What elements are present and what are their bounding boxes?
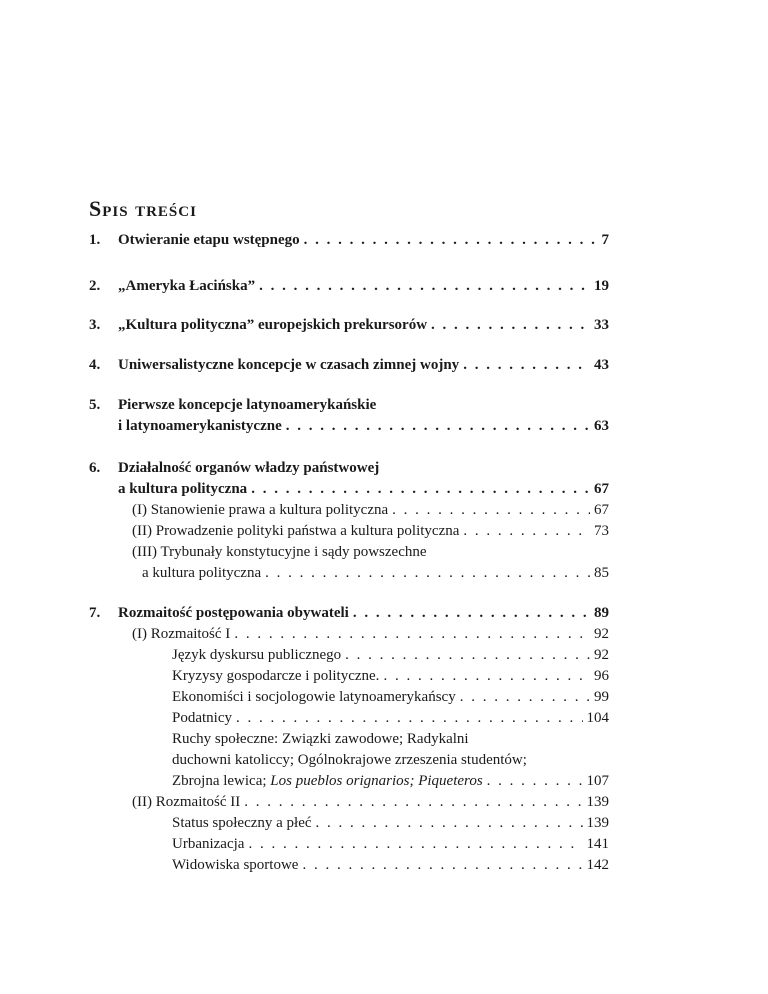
subentry-title-line2: duchowni katoliccy; Ogólnokrajowe zrzeszenia studentów; <box>172 752 527 768</box>
chapter-title-line1: Pierwsze koncepcje latynoamerykańskie <box>118 397 377 413</box>
chapter-title: „Kultura polityczna” europejskich prekursorów <box>118 317 428 333</box>
page-number: 99 <box>594 689 609 705</box>
chapter-number: 5. <box>89 397 101 413</box>
toc-subentry[interactable] <box>89 502 609 522</box>
page-number: 85 <box>594 565 609 581</box>
subentry-title: (I) Rozmaitość I <box>132 626 231 642</box>
page-number: 43 <box>594 357 609 373</box>
chapter-title: Uniwersalistyczne koncepcje w czasach zimnej wojny <box>118 357 460 373</box>
toc-subsubentry[interactable] <box>89 836 609 856</box>
page-number: 7 <box>601 232 609 248</box>
chapter-title-line1: Działalność organów władzy państwowej <box>118 460 380 476</box>
toc-subsubentry[interactable] <box>89 731 609 751</box>
chapter-title: „Ameryka Łacińska” <box>118 278 256 294</box>
leader-dots <box>265 565 590 582</box>
toc-entry-1[interactable] <box>89 232 609 252</box>
page-number: 141 <box>586 836 609 852</box>
chapter-number: 6. <box>89 460 101 476</box>
toc-subsubentry[interactable] <box>89 647 609 667</box>
toc-subsubentry[interactable] <box>89 710 609 730</box>
toc-subentry[interactable] <box>89 626 609 646</box>
chapter-title: Otwieranie etapu wstępnego <box>118 232 300 248</box>
toc-entry-2[interactable] <box>89 278 609 298</box>
page-number: 104 <box>586 710 609 726</box>
leader-dots <box>286 418 590 435</box>
subentry-title: (II) Rozmaitość II <box>132 794 241 810</box>
page-number: 67 <box>594 481 609 497</box>
leader-dots <box>392 502 590 519</box>
chapter-number: 4. <box>89 357 101 373</box>
leader-dots <box>236 710 583 727</box>
leader-dots <box>304 232 598 249</box>
toc-subsubentry[interactable] <box>89 857 609 877</box>
chapter-number: 3. <box>89 317 101 333</box>
subentry-title: (II) Prowadzenie polityki państwa a kultura polityczna <box>132 523 460 539</box>
chapter-number: 2. <box>89 278 101 294</box>
toc-subsubentry-cont[interactable] <box>89 752 609 772</box>
page-number: 92 <box>594 626 609 642</box>
toc-subsubentry[interactable] <box>89 815 609 835</box>
subentry-title-line3-part1: Zbrojna lewica; <box>172 773 267 789</box>
page-number: 96 <box>594 668 609 684</box>
leader-dots <box>463 523 590 540</box>
leader-dots <box>345 647 590 664</box>
leader-dots <box>487 773 583 790</box>
toc-entry-6[interactable] <box>89 460 609 480</box>
leader-dots <box>463 357 590 374</box>
leader-dots <box>244 794 582 811</box>
toc-entry-5-cont[interactable] <box>89 418 609 438</box>
subentry-title: (I) Stanowienie prawa a kultura polityczna <box>132 502 389 518</box>
chapter-title-line2: a kultura polityczna <box>118 481 248 497</box>
page-number: 67 <box>594 502 609 518</box>
leader-dots <box>251 481 590 498</box>
toc-subentry[interactable] <box>89 794 609 814</box>
toc-subentry-cont[interactable] <box>89 565 609 585</box>
toc-subsubentry-cont[interactable] <box>89 773 609 793</box>
chapter-number: 7. <box>89 605 101 621</box>
subentry-title: Status społeczny a płeć <box>172 815 312 831</box>
leader-dots <box>248 836 582 853</box>
toc-entry-3[interactable] <box>89 317 609 337</box>
subentry-title: Urbanizacja <box>172 836 245 852</box>
chapter-number: 1. <box>89 232 101 248</box>
toc-subsubentry[interactable] <box>89 689 609 709</box>
subentry-title-line2: a kultura polityczna <box>142 565 262 581</box>
toc-subentry[interactable] <box>89 544 609 564</box>
subentry-title-line1: (III) Trybunały konstytucyjne i sądy powszechne <box>132 544 427 560</box>
page-number: 142 <box>586 857 609 873</box>
page-number: 33 <box>594 317 609 333</box>
page-number: 63 <box>594 418 609 434</box>
page-number: 89 <box>594 605 609 621</box>
subentry-title-line3-part2: Los pueblos orignarios; Piqueteros <box>270 773 483 789</box>
page-number: 107 <box>586 773 609 789</box>
page-title: Spis treści <box>89 196 197 221</box>
leader-dots <box>353 605 590 622</box>
toc-entry-5[interactable] <box>89 397 609 417</box>
chapter-title: Rozmaitość postępowania obywateli <box>118 605 349 621</box>
toc-entry-6-cont[interactable] <box>89 481 609 501</box>
subentry-title: Podatnicy <box>172 710 232 726</box>
page-number: 139 <box>586 815 609 831</box>
page-number: 19 <box>594 278 609 294</box>
toc-subsubentry[interactable] <box>89 668 609 688</box>
page-number: 73 <box>594 523 609 539</box>
subentry-title-line3 <box>172 773 483 790</box>
chapter-title-line2: i latynoamerykanistyczne <box>118 418 282 434</box>
page-number: 139 <box>586 794 609 810</box>
leader-dots <box>259 278 590 295</box>
toc-subentry[interactable] <box>89 523 609 543</box>
subentry-title: Język dyskursu publicznego <box>172 647 342 663</box>
subentry-title: Widowiska sportowe <box>172 857 299 873</box>
leader-dots <box>460 689 590 706</box>
subentry-title-line1: Ruchy społeczne: Związki zawodowe; Radykalni <box>172 731 469 747</box>
toc-entry-7[interactable] <box>89 605 609 625</box>
subentry-title: Kryzysy gospodarcze i polityczne. <box>172 668 380 684</box>
page-number: 92 <box>594 647 609 663</box>
toc-entry-4[interactable] <box>89 357 609 377</box>
leader-dots <box>431 317 590 334</box>
leader-dots <box>302 857 582 874</box>
leader-dots <box>234 626 590 643</box>
subentry-title: Ekonomiści i socjologowie latynoamerykańscy <box>172 689 456 705</box>
leader-dots <box>316 815 583 832</box>
leader-dots <box>383 668 590 685</box>
